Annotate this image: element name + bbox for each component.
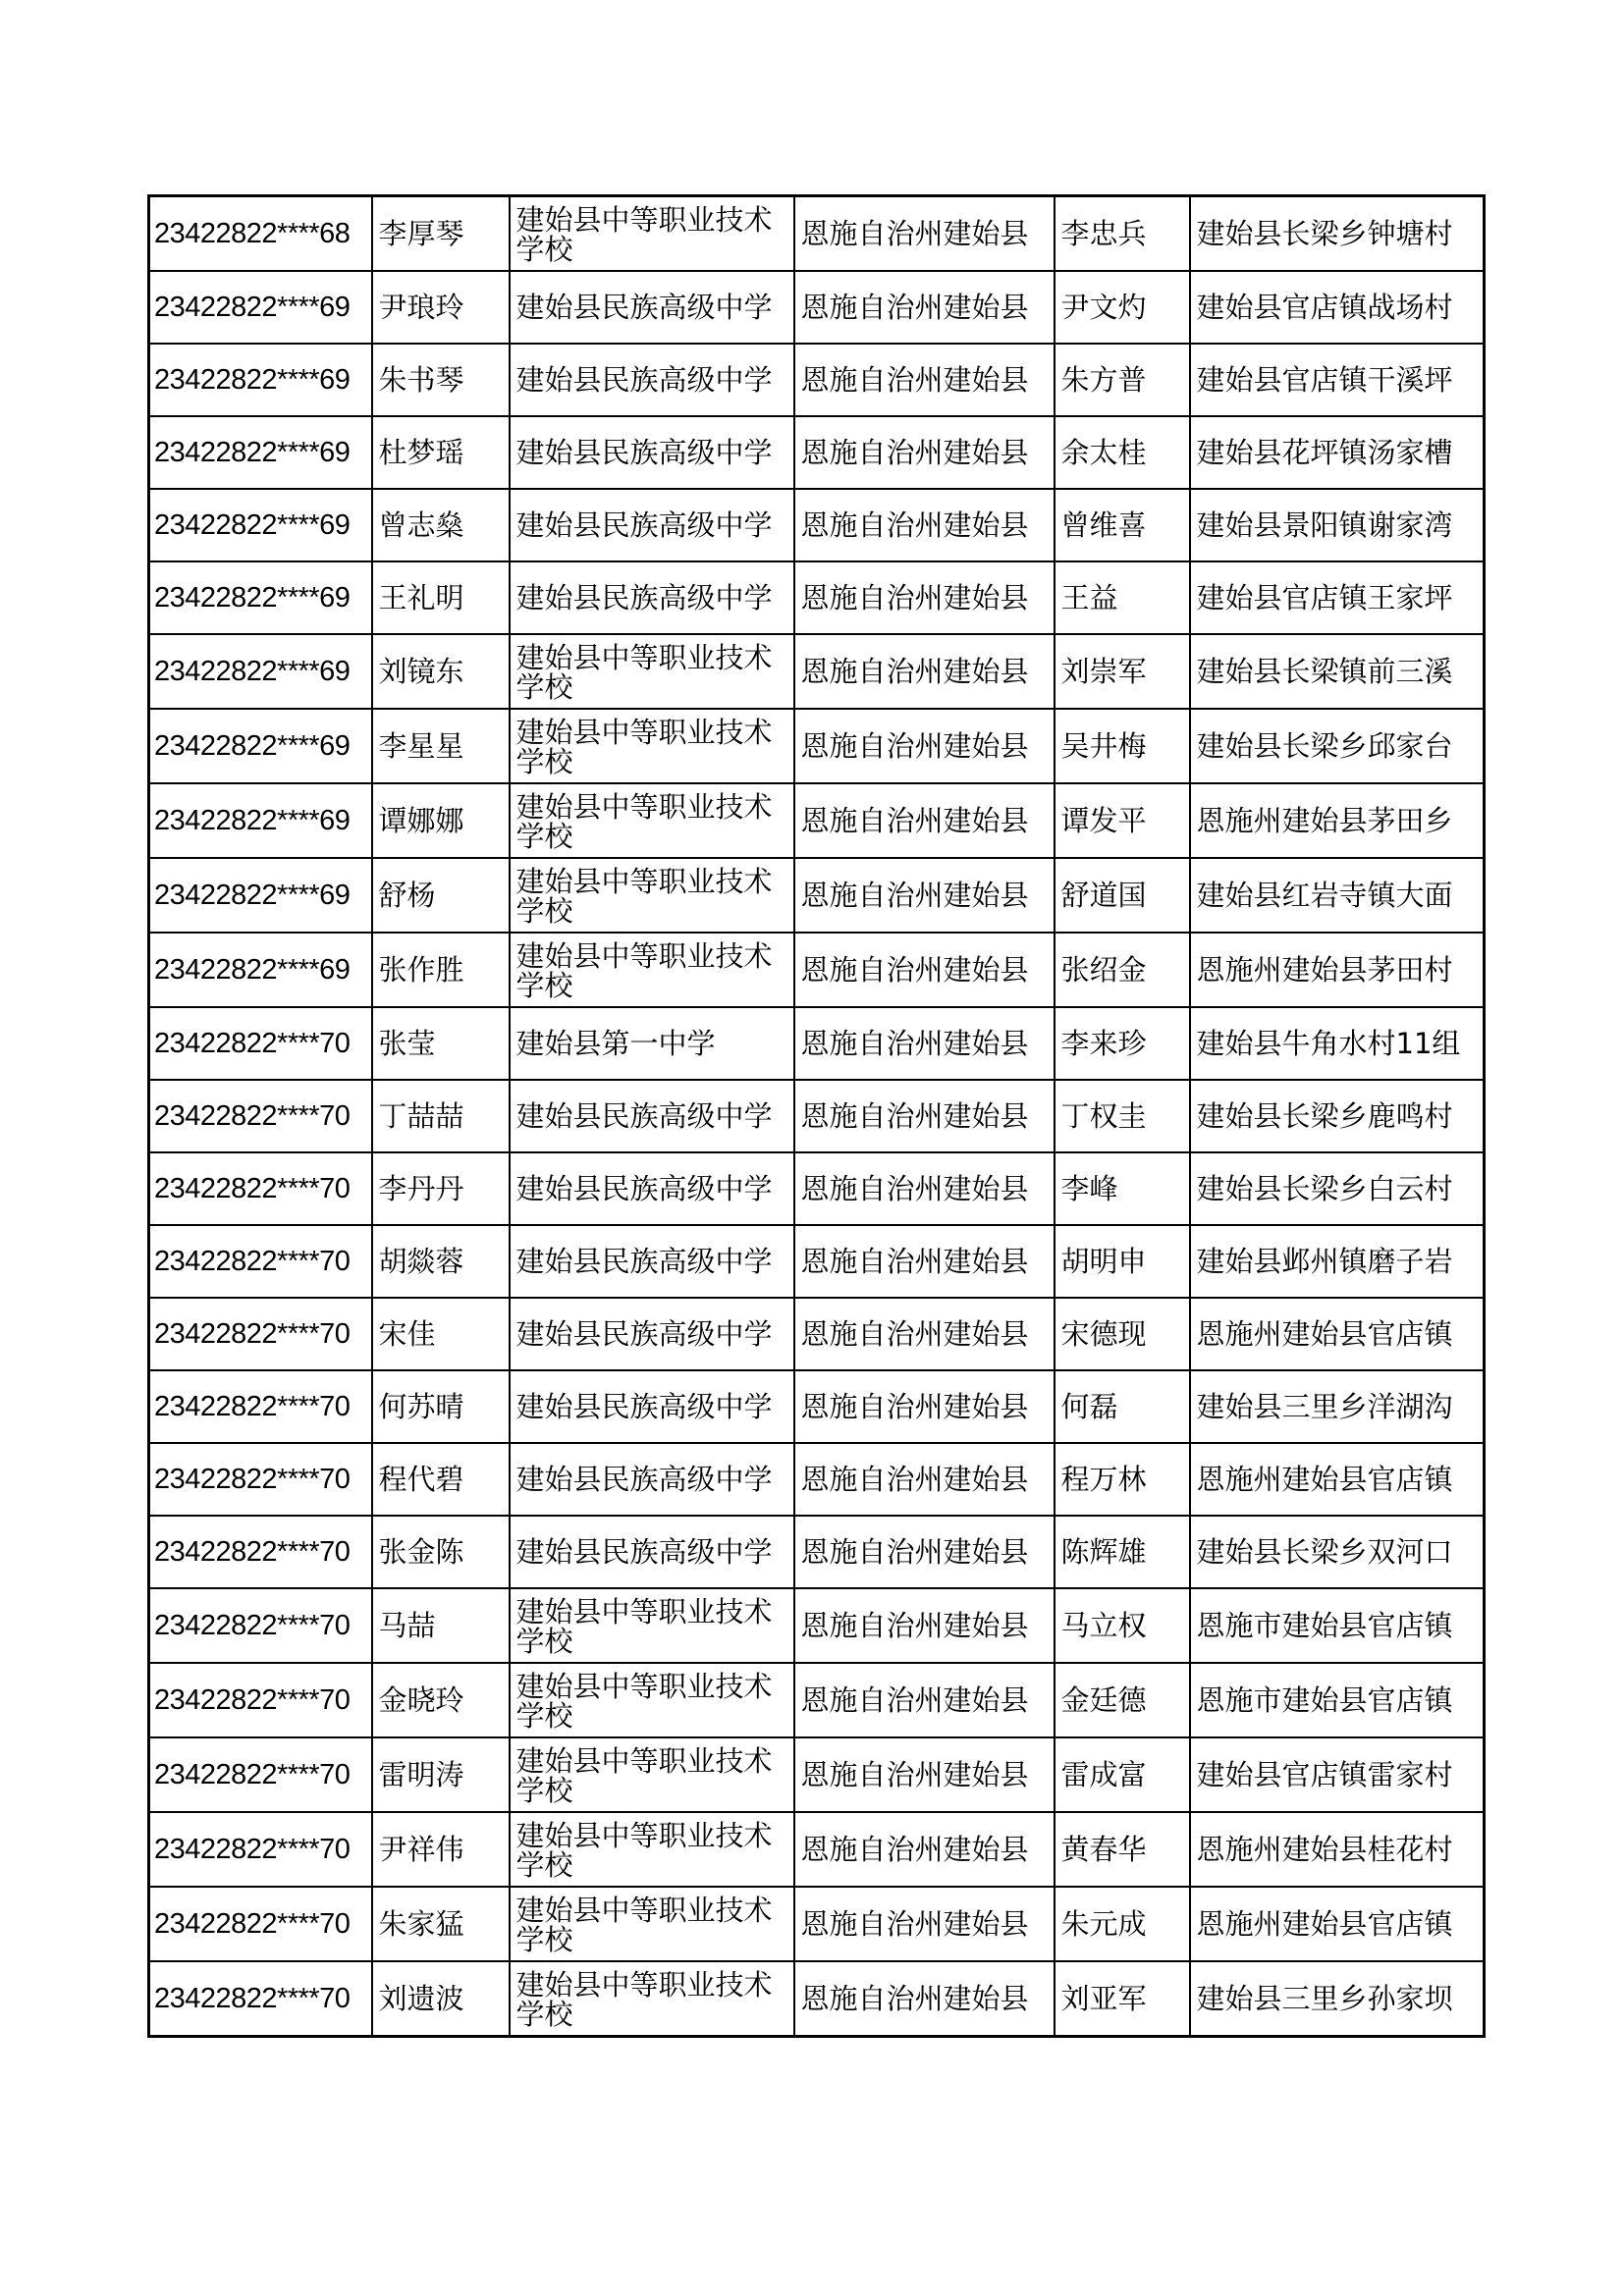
student-name-cell: 谭娜娜: [372, 783, 510, 858]
guardian-name-cell: 程万林: [1055, 1443, 1190, 1516]
address-cell: 建始县邺州镇磨子岩: [1190, 1225, 1485, 1298]
student-name-cell: 舒杨: [372, 858, 510, 933]
region-cell: 恩施自治州建始县: [794, 1080, 1055, 1152]
student-name-cell: 李星星: [372, 709, 510, 783]
address-cell: 建始县官店镇战场村: [1190, 271, 1485, 344]
id-cell: 23422822****70: [149, 1007, 372, 1080]
region-cell: 恩施自治州建始县: [794, 271, 1055, 344]
id-cell: 23422822****69: [149, 783, 372, 858]
school-cell: 建始县中等职业技术学校: [510, 1961, 794, 2037]
table-row: [149, 1443, 1485, 1516]
region-cell: 恩施自治州建始县: [794, 1961, 1055, 2037]
table-row: [149, 1812, 1485, 1887]
table-row: [149, 1225, 1485, 1298]
student-name-cell: 张莹: [372, 1007, 510, 1080]
address-cell: 恩施州建始县茅田乡: [1190, 783, 1485, 858]
guardian-name-cell: 黄春华: [1055, 1812, 1190, 1887]
guardian-name-cell: 舒道国: [1055, 858, 1190, 933]
student-name-cell: 宋佳: [372, 1298, 510, 1370]
region-cell: 恩施自治州建始县: [794, 933, 1055, 1007]
table-row: [149, 489, 1485, 561]
region-cell: 恩施自治州建始县: [794, 1298, 1055, 1370]
school-cell: 建始县民族高级中学: [510, 1080, 794, 1152]
address-cell: 建始县官店镇干溪坪: [1190, 344, 1485, 416]
table-row: [149, 196, 1485, 272]
school-cell: 建始县民族高级中学: [510, 1370, 794, 1443]
school-cell: 建始县中等职业技术学校: [510, 634, 794, 709]
student-name-cell: 尹琅玲: [372, 271, 510, 344]
school-cell: 建始县民族高级中学: [510, 271, 794, 344]
guardian-name-cell: 何磊: [1055, 1370, 1190, 1443]
student-name-cell: 杜梦瑶: [372, 416, 510, 489]
guardian-name-cell: 余太桂: [1055, 416, 1190, 489]
address-cell: 恩施州建始县茅田村: [1190, 933, 1485, 1007]
school-cell: 建始县民族高级中学: [510, 1225, 794, 1298]
guardian-name-cell: 宋德现: [1055, 1298, 1190, 1370]
address-cell: 建始县三里乡洋湖沟: [1190, 1370, 1485, 1443]
school-cell: 建始县民族高级中学: [510, 561, 794, 634]
address-cell: 恩施市建始县官店镇: [1190, 1588, 1485, 1663]
address-cell: 建始县长梁乡白云村: [1190, 1152, 1485, 1225]
address-cell: 建始县长梁乡双河口: [1190, 1516, 1485, 1588]
school-cell: 建始县中等职业技术学校: [510, 783, 794, 858]
student-name-cell: 张金陈: [372, 1516, 510, 1588]
table-row: [149, 783, 1485, 858]
guardian-name-cell: 马立权: [1055, 1588, 1190, 1663]
table-row: [149, 634, 1485, 709]
id-cell: 23422822****70: [149, 1370, 372, 1443]
table-row: [149, 1887, 1485, 1961]
region-cell: 恩施自治州建始县: [794, 1152, 1055, 1225]
address-cell: 建始县长梁乡邱家台: [1190, 709, 1485, 783]
table-row: [149, 933, 1485, 1007]
address-cell: 建始县牛角水村11组: [1190, 1007, 1485, 1080]
region-cell: 恩施自治州建始县: [794, 1225, 1055, 1298]
student-name-cell: 曾志燊: [372, 489, 510, 561]
id-cell: 23422822****69: [149, 858, 372, 933]
roster-table: [147, 194, 1486, 2038]
address-cell: 建始县花坪镇汤家槽: [1190, 416, 1485, 489]
school-cell: 建始县民族高级中学: [510, 344, 794, 416]
region-cell: 恩施自治州建始县: [794, 1007, 1055, 1080]
id-cell: 23422822****69: [149, 933, 372, 1007]
id-cell: 23422822****70: [149, 1737, 372, 1812]
student-name-cell: 程代碧: [372, 1443, 510, 1516]
address-cell: 建始县长梁乡鹿鸣村: [1190, 1080, 1485, 1152]
school-cell: 建始县民族高级中学: [510, 1516, 794, 1588]
region-cell: 恩施自治州建始县: [794, 1370, 1055, 1443]
guardian-name-cell: 尹文灼: [1055, 271, 1190, 344]
id-cell: 23422822****69: [149, 416, 372, 489]
address-cell: 建始县长梁镇前三溪: [1190, 634, 1485, 709]
school-cell: 建始县民族高级中学: [510, 1298, 794, 1370]
school-cell: 建始县中等职业技术学校: [510, 196, 794, 272]
guardian-name-cell: 金廷德: [1055, 1663, 1190, 1737]
roster-table-body: [149, 196, 1485, 2037]
address-cell: 恩施市建始县官店镇: [1190, 1663, 1485, 1737]
address-cell: 建始县红岩寺镇大面: [1190, 858, 1485, 933]
table-row: [149, 1080, 1485, 1152]
school-cell: 建始县中等职业技术学校: [510, 933, 794, 1007]
guardian-name-cell: 胡明申: [1055, 1225, 1190, 1298]
school-cell: 建始县中等职业技术学校: [510, 1887, 794, 1961]
guardian-name-cell: 刘亚军: [1055, 1961, 1190, 2037]
id-cell: 23422822****70: [149, 1812, 372, 1887]
table-row: [149, 858, 1485, 933]
student-name-cell: 尹祥伟: [372, 1812, 510, 1887]
id-cell: 23422822****70: [149, 1080, 372, 1152]
student-name-cell: 马喆: [372, 1588, 510, 1663]
school-cell: 建始县民族高级中学: [510, 489, 794, 561]
region-cell: 恩施自治州建始县: [794, 1516, 1055, 1588]
table-row: [149, 1298, 1485, 1370]
address-cell: 建始县三里乡孙家坝: [1190, 1961, 1485, 2037]
address-cell: 建始县长梁乡钟塘村: [1190, 196, 1485, 272]
table-row: [149, 1007, 1485, 1080]
region-cell: 恩施自治州建始县: [794, 783, 1055, 858]
id-cell: 23422822****70: [149, 1961, 372, 2037]
school-cell: 建始县中等职业技术学校: [510, 1663, 794, 1737]
student-name-cell: 朱家猛: [372, 1887, 510, 1961]
table-row: [149, 1663, 1485, 1737]
school-cell: 建始县民族高级中学: [510, 1152, 794, 1225]
address-cell: 建始县官店镇王家坪: [1190, 561, 1485, 634]
student-name-cell: 金晓玲: [372, 1663, 510, 1737]
roster-sheet: [147, 194, 1483, 2038]
guardian-name-cell: 李忠兵: [1055, 196, 1190, 272]
student-name-cell: 张作胜: [372, 933, 510, 1007]
guardian-name-cell: 陈辉雄: [1055, 1516, 1190, 1588]
guardian-name-cell: 吴井梅: [1055, 709, 1190, 783]
id-cell: 23422822****70: [149, 1588, 372, 1663]
school-cell: 建始县第一中学: [510, 1007, 794, 1080]
guardian-name-cell: 李来珍: [1055, 1007, 1190, 1080]
table-row: [149, 561, 1485, 634]
guardian-name-cell: 张绍金: [1055, 933, 1190, 1007]
guardian-name-cell: 李峰: [1055, 1152, 1190, 1225]
region-cell: 恩施自治州建始县: [794, 196, 1055, 272]
region-cell: 恩施自治州建始县: [794, 344, 1055, 416]
id-cell: 23422822****69: [149, 271, 372, 344]
id-cell: 23422822****69: [149, 709, 372, 783]
guardian-name-cell: 曾维喜: [1055, 489, 1190, 561]
id-cell: 23422822****70: [149, 1443, 372, 1516]
region-cell: 恩施自治州建始县: [794, 1588, 1055, 1663]
region-cell: 恩施自治州建始县: [794, 489, 1055, 561]
id-cell: 23422822****69: [149, 489, 372, 561]
student-name-cell: 雷明涛: [372, 1737, 510, 1812]
id-cell: 23422822****70: [149, 1663, 372, 1737]
id-cell: 23422822****68: [149, 196, 372, 272]
address-cell: 恩施州建始县桂花村: [1190, 1812, 1485, 1887]
address-cell: 建始县官店镇雷家村: [1190, 1737, 1485, 1812]
table-row: [149, 1516, 1485, 1588]
school-cell: 建始县民族高级中学: [510, 1443, 794, 1516]
region-cell: 恩施自治州建始县: [794, 1663, 1055, 1737]
school-cell: 建始县中等职业技术学校: [510, 1812, 794, 1887]
guardian-name-cell: 朱元成: [1055, 1887, 1190, 1961]
region-cell: 恩施自治州建始县: [794, 416, 1055, 489]
student-name-cell: 李厚琴: [372, 196, 510, 272]
guardian-name-cell: 朱方普: [1055, 344, 1190, 416]
address-cell: 恩施州建始县官店镇: [1190, 1298, 1485, 1370]
school-cell: 建始县中等职业技术学校: [510, 709, 794, 783]
id-cell: 23422822****69: [149, 561, 372, 634]
table-row: [149, 1588, 1485, 1663]
region-cell: 恩施自治州建始县: [794, 709, 1055, 783]
student-name-cell: 胡燚蓉: [372, 1225, 510, 1298]
guardian-name-cell: 雷成富: [1055, 1737, 1190, 1812]
table-row: [149, 709, 1485, 783]
student-name-cell: 朱书琴: [372, 344, 510, 416]
table-row: [149, 271, 1485, 344]
id-cell: 23422822****70: [149, 1887, 372, 1961]
guardian-name-cell: 王益: [1055, 561, 1190, 634]
region-cell: 恩施自治州建始县: [794, 1737, 1055, 1812]
id-cell: 23422822****69: [149, 344, 372, 416]
table-row: [149, 1152, 1485, 1225]
region-cell: 恩施自治州建始县: [794, 561, 1055, 634]
region-cell: 恩施自治州建始县: [794, 1443, 1055, 1516]
region-cell: 恩施自治州建始县: [794, 858, 1055, 933]
id-cell: 23422822****70: [149, 1225, 372, 1298]
id-cell: 23422822****70: [149, 1516, 372, 1588]
school-cell: 建始县中等职业技术学校: [510, 858, 794, 933]
guardian-name-cell: 丁权圭: [1055, 1080, 1190, 1152]
table-row: [149, 416, 1485, 489]
school-cell: 建始县中等职业技术学校: [510, 1737, 794, 1812]
student-name-cell: 丁喆喆: [372, 1080, 510, 1152]
region-cell: 恩施自治州建始县: [794, 1812, 1055, 1887]
region-cell: 恩施自治州建始县: [794, 1887, 1055, 1961]
id-cell: 23422822****70: [149, 1298, 372, 1370]
region-cell: 恩施自治州建始县: [794, 634, 1055, 709]
student-name-cell: 刘镜东: [372, 634, 510, 709]
guardian-name-cell: 刘崇军: [1055, 634, 1190, 709]
table-row: [149, 1737, 1485, 1812]
student-name-cell: 何苏晴: [372, 1370, 510, 1443]
table-row: [149, 1370, 1485, 1443]
address-cell: 恩施州建始县官店镇: [1190, 1443, 1485, 1516]
table-row: [149, 1961, 1485, 2037]
address-cell: 建始县景阳镇谢家湾: [1190, 489, 1485, 561]
student-name-cell: 李丹丹: [372, 1152, 510, 1225]
school-cell: 建始县民族高级中学: [510, 416, 794, 489]
guardian-name-cell: 谭发平: [1055, 783, 1190, 858]
table-row: [149, 344, 1485, 416]
student-name-cell: 刘遗波: [372, 1961, 510, 2037]
student-name-cell: 王礼明: [372, 561, 510, 634]
id-cell: 23422822****70: [149, 1152, 372, 1225]
id-cell: 23422822****69: [149, 634, 372, 709]
address-cell: 恩施州建始县官店镇: [1190, 1887, 1485, 1961]
school-cell: 建始县中等职业技术学校: [510, 1588, 794, 1663]
